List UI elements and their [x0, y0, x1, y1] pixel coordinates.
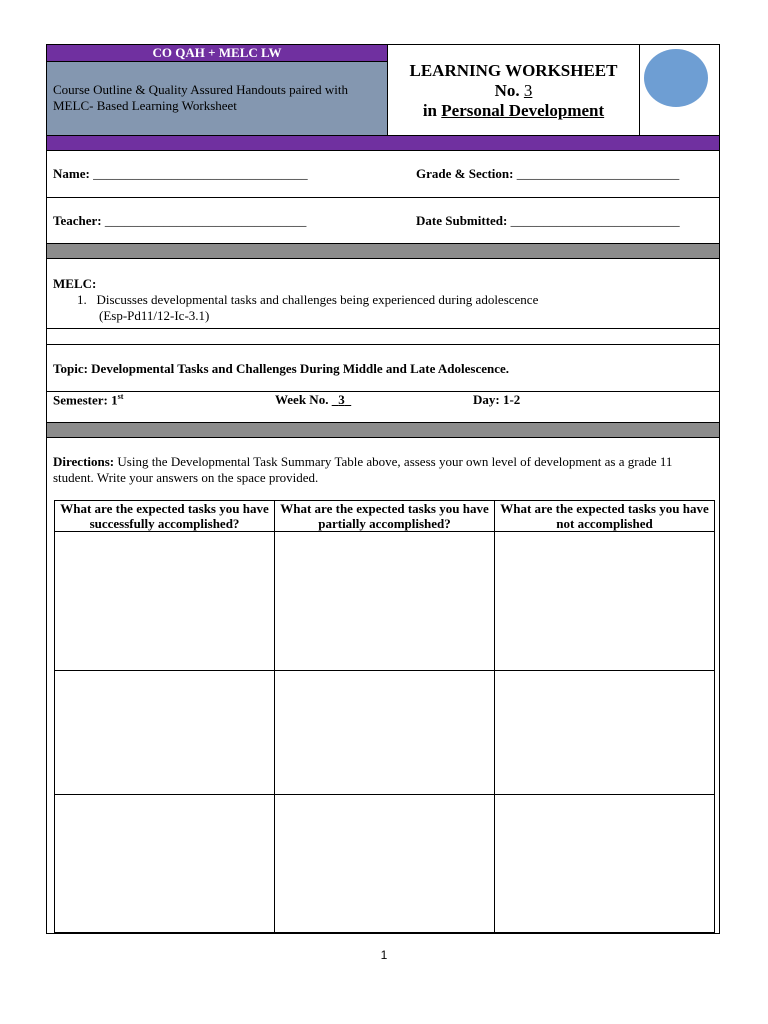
topic-text: Topic: Developmental Tasks and Challenges During Middle and Late Adolescence. [53, 361, 510, 376]
answer-row [55, 671, 715, 795]
semester-label: Semester: 1 [53, 392, 118, 408]
grade-line[interactable]: _________________________ [516, 166, 680, 181]
name-label: Name: [53, 166, 90, 181]
melc-heading: MELC: [53, 276, 97, 291]
melc-item-code: (Esp-Pd11/12-Ic-3.1) [99, 308, 210, 323]
directions-text: Using the Developmental Task Summary Table above, assess your own level of development as a grade 11 student. Write your answers on the space provided. [53, 454, 673, 485]
semester-sup: st [117, 392, 124, 401]
melc-item [53, 292, 538, 308]
directions [53, 454, 703, 486]
answer-cell[interactable] [495, 671, 715, 795]
name-line[interactable]: _________________________________ [93, 166, 308, 181]
week-value [332, 392, 352, 407]
answer-cell[interactable] [275, 795, 495, 933]
answer-cell[interactable] [55, 671, 275, 795]
semester [53, 392, 123, 408]
week-value-text: 3 [338, 392, 345, 407]
date-submitted-field[interactable] [416, 213, 680, 229]
answer-cell[interactable] [275, 671, 495, 795]
melc-section [53, 276, 538, 324]
header-partially-accomplished: What are the expected tasks you have partially accomplished? [275, 501, 495, 532]
divider-line [47, 344, 719, 345]
header-logo-cell [641, 45, 719, 135]
melc-item-text: Discusses developmental tasks and challenges being experienced during adolescence [96, 292, 539, 307]
week-label: Week No. [275, 392, 329, 407]
worksheet-header [47, 45, 719, 135]
date-line[interactable]: __________________________ [510, 213, 680, 228]
day-label: Day: 1-2 [473, 392, 521, 407]
answer-cell[interactable] [495, 795, 715, 933]
answer-cell[interactable] [55, 795, 275, 933]
program-description: Course Outline & Quality Assured Handouts paired with MELC- Based Learning Worksheet [47, 61, 387, 135]
worksheet-frame [46, 44, 720, 934]
answer-table-header-row [55, 501, 715, 532]
header-left-cell [47, 45, 388, 135]
school-logo [644, 49, 708, 107]
answer-cell[interactable] [275, 532, 495, 671]
teacher-field[interactable] [53, 213, 306, 229]
program-badge: CO QAH + MELC LW [47, 45, 387, 61]
title-in: in [422, 101, 438, 120]
week-number [275, 392, 351, 408]
worksheet-title [388, 45, 640, 135]
page-number: 1 [380, 948, 388, 962]
date-label: Date Submitted: [416, 213, 508, 228]
divider-line [47, 391, 719, 392]
gray-divider [47, 243, 719, 259]
teacher-line[interactable]: _______________________________ [104, 213, 307, 228]
title-line-3 [388, 101, 639, 121]
teacher-label: Teacher: [53, 213, 102, 228]
melc-item-number: 1. [77, 292, 87, 307]
grade-label: Grade & Section: [416, 166, 514, 181]
answer-row [55, 795, 715, 933]
title-line-2 [388, 81, 639, 101]
divider-line [47, 328, 719, 329]
subject-name: Personal Development [441, 101, 605, 120]
answer-cell[interactable] [55, 532, 275, 671]
grade-section-field[interactable] [416, 166, 679, 182]
title-line-1: LEARNING WORKSHEET [409, 61, 618, 80]
header-not-accomplished: What are the expected tasks you have not accomplished [495, 501, 715, 532]
directions-label: Directions: [53, 454, 115, 469]
answer-table [54, 500, 715, 933]
name-field[interactable] [53, 166, 308, 182]
worksheet-number: 3 [523, 81, 533, 100]
gray-divider [47, 422, 719, 438]
answer-cell[interactable] [495, 532, 715, 671]
purple-divider [47, 135, 719, 151]
header-accomplished: What are the expected tasks you have successfully accomplished? [55, 501, 275, 532]
title-no-label: No. [494, 81, 520, 100]
divider-line [47, 197, 719, 198]
answer-row [55, 532, 715, 671]
